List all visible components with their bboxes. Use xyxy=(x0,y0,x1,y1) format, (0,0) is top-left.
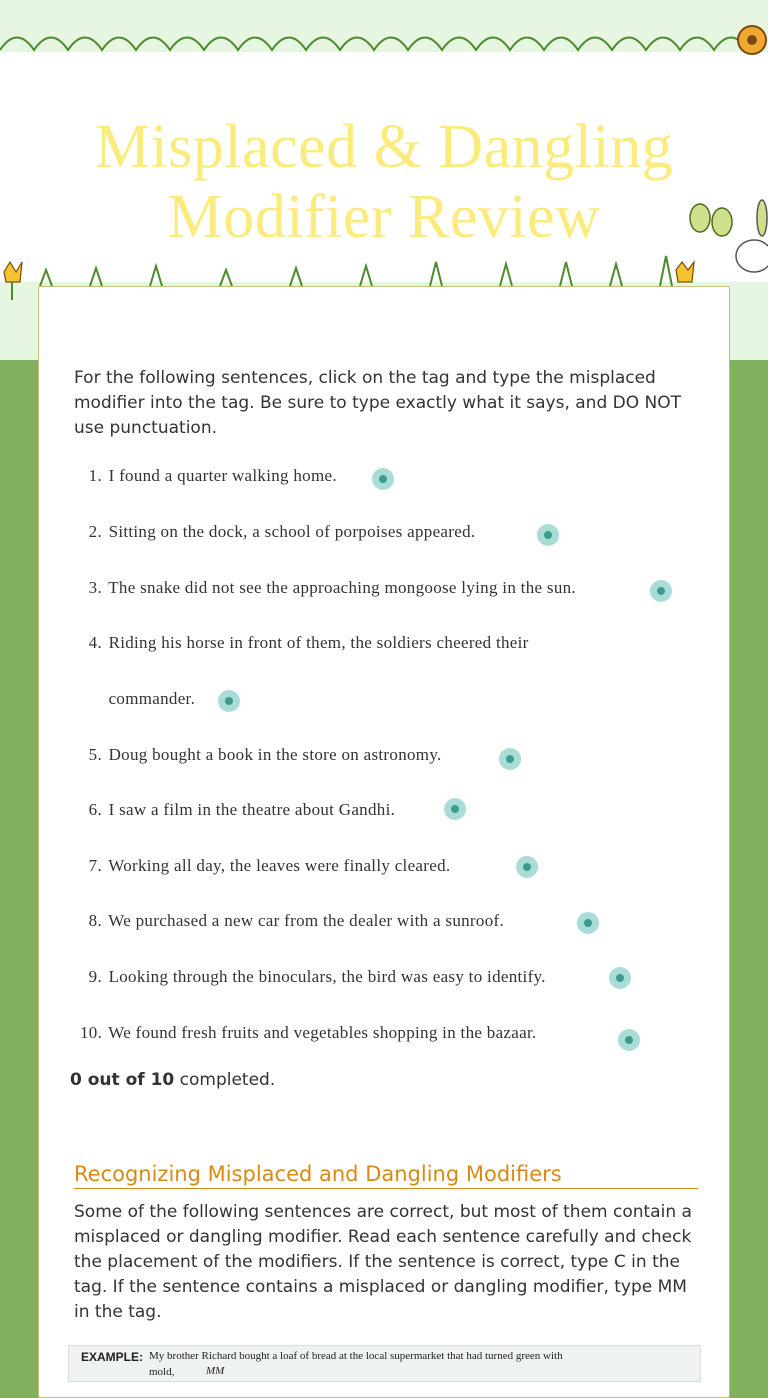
answer-tag-3[interactable] xyxy=(650,580,672,602)
answer-tag-8[interactable] xyxy=(577,912,599,934)
list-item: 7. Working all day, the leaves were finally cleared. xyxy=(88,856,451,875)
answer-tag-6[interactable] xyxy=(444,798,466,820)
flower-icon xyxy=(738,26,766,54)
answer-tag-10[interactable] xyxy=(618,1029,640,1051)
example-label: EXAMPLE: xyxy=(81,1350,144,1364)
list-item: 10. We found fresh fruits and vegetables shopping in the bazaar. xyxy=(80,1023,537,1042)
completion-status: 0 out of 10 completed. xyxy=(70,1070,276,1090)
example-image xyxy=(68,1345,701,1382)
list-item: 5. Doug bought a book in the store on astronomy. xyxy=(88,745,442,764)
list-item: 4. Riding his horse in front of them, the soldiers cheered their xyxy=(88,633,529,652)
answer-tag-7[interactable] xyxy=(516,856,538,878)
list-item: 6. I saw a film in the theatre about Gandhi. xyxy=(88,800,396,819)
answer-tag-4[interactable] xyxy=(218,690,240,712)
instructions-text: For the following sentences, click on the tag and type the misplaced modifier into the tag. Be sure to type exactly what it says, and DO NOT use punctuation. xyxy=(74,368,682,438)
list-item: commander. xyxy=(108,689,196,708)
example-sentence: My brother Richard bought a loaf of bread at the local supermarket that had turned green with xyxy=(149,1350,563,1362)
list-item: 8. We purchased a new car from the dealer with a sunroof. xyxy=(88,911,505,930)
answer-tag-1[interactable] xyxy=(372,468,394,490)
section-instructions: Some of the following sentences are correct, but most of them contain a misplaced or dangling modifier. Read each sentence carefully and check the placement of the modifiers. If the sentence is correct, type C in the tag. If the sentence contains a misplaced or dangling modifier, type MM in the tag. xyxy=(74,1202,692,1322)
tulip-icon xyxy=(4,262,22,300)
list-item: 9. Looking through the binoculars, the bird was easy to identify. xyxy=(88,967,546,986)
answer-tag-9[interactable] xyxy=(609,967,631,989)
list-item: 2. Sitting on the dock, a school of porpoises appeared. xyxy=(88,522,476,541)
page-title: Misplaced & Dangling Modifier Review xyxy=(94,113,674,251)
list-item: 1. I found a quarter walking home. xyxy=(88,466,337,485)
example-answer: MM xyxy=(206,1365,225,1377)
answer-tag-2[interactable] xyxy=(537,524,559,546)
example-sentence-cont: mold, xyxy=(149,1366,175,1378)
answer-tag-5[interactable] xyxy=(499,748,521,770)
list-item: 3. The snake did not see the approaching mongoose lying in the sun. xyxy=(88,578,576,597)
section-heading: Recognizing Misplaced and Dangling Modifiers xyxy=(74,1162,698,1189)
